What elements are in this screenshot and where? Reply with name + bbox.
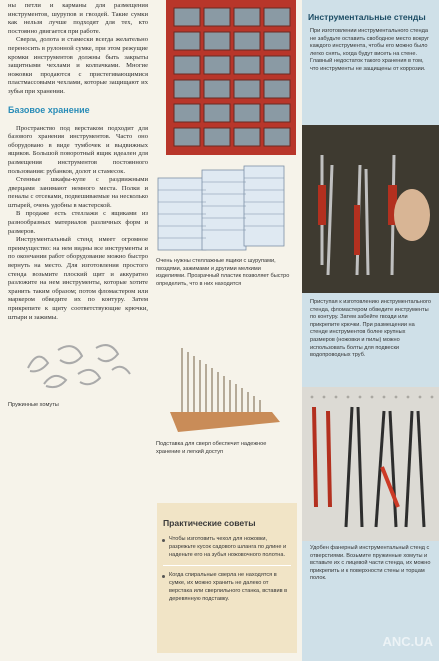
paragraph-1: ны петли и карманы для размещения инструментов, шурупов и гвоздей. Такие сумки как нельзя лучше подходят для тех, кто постоянно двигается при работе. <box>8 2 148 35</box>
plastic-drawers-photo <box>156 162 286 254</box>
paragraph-4: Стенные шкафы-купе с раздвижными дверцами занимают немного места. Полки и пеналы с отсеками, подвешиваемые на несколько штырей, очень удобны в мастерской. <box>8 176 148 209</box>
divider <box>163 565 291 566</box>
tip-item: Чтобы изготовить чехол для ножовки, разрежьте кусок садового шланга по длине и наденьте его на зубья ножовочного полотна. <box>157 536 297 565</box>
paragraph-5: В продаже есть стеллажи с ящиками из разнообразных материалов различных форм и размеров. <box>8 210 148 235</box>
pegboard-photo <box>302 387 439 541</box>
left-column <box>8 2 148 410</box>
drawer-cabinet-photo <box>166 0 296 155</box>
stands-paragraph-2: Приступая к изготовлению инструментального стенда, фломастером обведите инструменты по контуру. Затем забейте гвозди или прикрепите крючки. При размещении на стенде инструментов более крупных размеров (ножовки и пилы) можно использовать болты для подвески водопроводных труб. <box>310 299 432 359</box>
spring-clamps-photo <box>8 330 148 400</box>
pliers-board-photo <box>302 125 439 293</box>
stands-paragraph-1: При изготовлении инструментального стенда не забудьте оставить свободное место вокруг каждого инструмента, чтобы его можно было легко снять, когда будут висеть на стене. Главный недостаток такого хранения в том, что инструменты не защищены от коррозии. <box>310 28 430 72</box>
stands-paragraph-3: Удобен фанерный инструментальный стенд с отверстиями. Возьмите пружинные хомуты и вставьте их с лицевой части стенда, их можно прикрепить и к поверхности стены и торцам полок. <box>310 545 431 582</box>
watermark: ANC.UA <box>382 634 433 649</box>
clamps-caption: Пружинные хомуты <box>8 402 59 409</box>
right-column <box>302 0 439 661</box>
tips-title: Практические советы <box>163 518 256 528</box>
paragraph-3: Пространство под верстаком подходит для базового хранения инструментов. Часто оно оборудовано в виде тумбочек и выдвижных ящиков. Большой поворотный ящик идеален для размещения инструментов постоянного пользования: рубанков, долот и стамесок. <box>8 124 148 175</box>
paragraph-6: Инструментальный стенд имеет огромное преимущество: на нем видны все инструменты и по окончании работ оборудование можно быстро вернуть на место. Для изготовления простого стенда возьмите плоский щит и аккуратно разложите на нем инструменты, которые хотите хранить таким образом; потом фломастером или маркером обведите их по контуру. Затем прикрепите к щиту соответствующие крючки, штыри и зажимы. <box>8 236 148 321</box>
section-heading: Базовое хранение <box>8 104 90 115</box>
drill-stand-caption: Подставка для сверл обеспечит надежное хранение и легкий доступ <box>156 441 267 455</box>
tips-box <box>157 503 297 653</box>
drill-stand-photo <box>164 342 288 434</box>
tip-item: Когда спиральные сверла не находятся в сумке, их можно хранить не далеко от верстака или сверлильного станка, вставив в деревянную подставку. <box>157 572 297 609</box>
paragraph-2: Сверла, долота и стамески всегда желательно переносить в рулонной сумке, при этом режущие кромки инструментов должны быть закрыты защитными чехлами и колпачками. Многие ножовки продаются с пристегивающимися пластмассовыми чехлами, которые защищают их зубья при хранении. <box>8 36 148 95</box>
stands-title: Инструментальные стенды <box>308 12 426 22</box>
drawers-caption: Очень нужны стеллажные ящики с шурупами, гвоздями, зажимами и другими мелкими изделиями. Прозрачный пластик позволяет быстро определить, что в них находится <box>156 258 290 287</box>
